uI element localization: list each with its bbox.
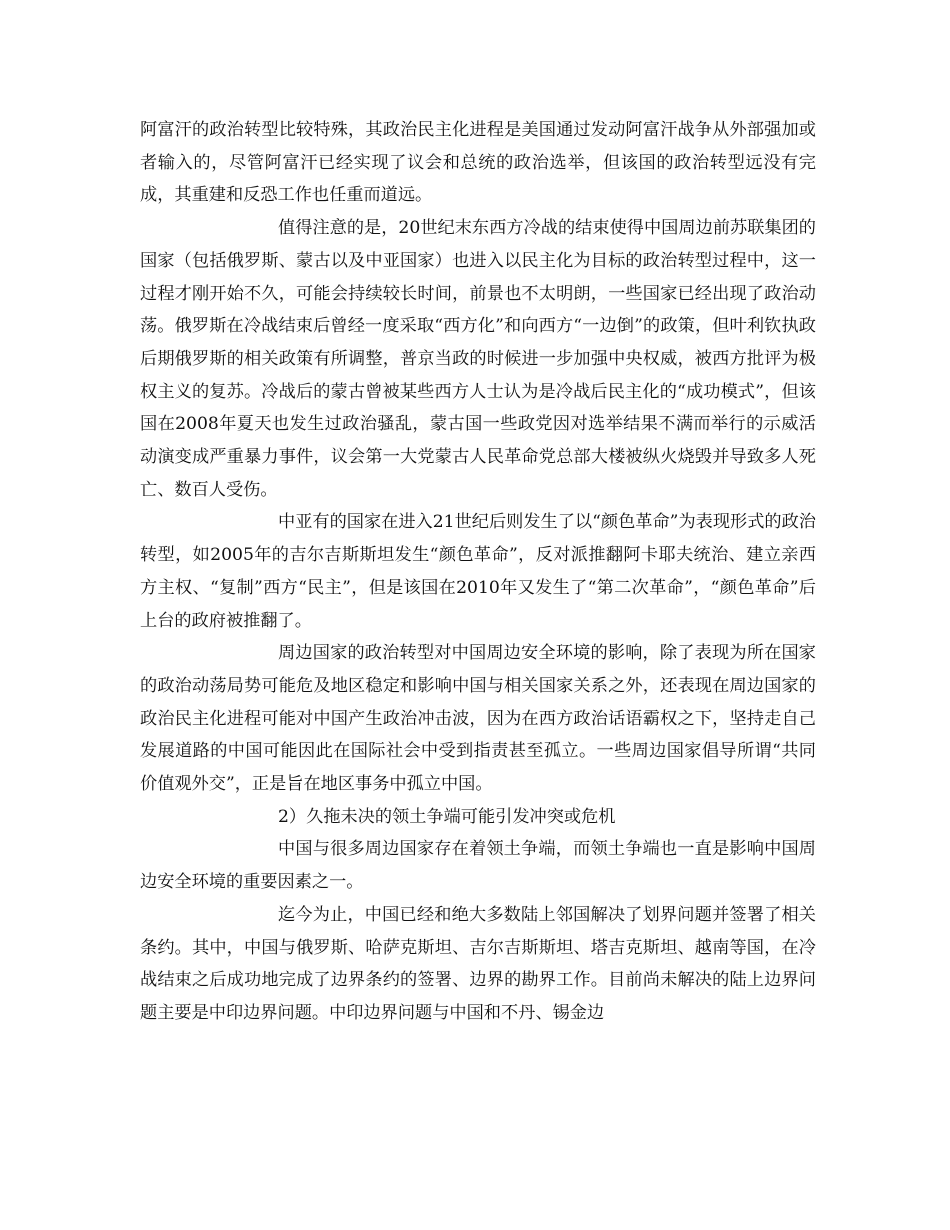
body-text bbox=[140, 114, 816, 1030]
paragraph-land-borders: 迄今为止，中国已经和绝大多数陆上邻国解决了划界问题并签署了相关条约。其中，中国与俄罗斯、哈萨克斯坦、吉尔吉斯斯坦、塔吉克斯坦、越南等国，在冷战结束之后成功地完成了边界条约的签署、边界的勘界工作。目前尚未解决的陆上边界问题主要是中印边界问题。中印边界问题与中国和不丹、锡金边 bbox=[140, 904, 816, 1023]
paragraph-central-asia: 中亚有的国家在进入21世纪后则发生了以“颜色革命”为表现形式的政治转型，如2005年的吉尔吉斯斯坦发生“颜色革命”，反对派推翻阿卡耶夫统治、建立亲西方主权、“复制”西方“民主”，但是该国在2010年又发生了“第二次革命”，“颜色革命”后上台的政府被推翻了。 bbox=[140, 512, 816, 631]
section-heading-territorial-disputes: 2）久拖未决的领土争端可能引发冲突或危机 bbox=[278, 806, 616, 827]
paragraph-afghanistan: 阿富汗的政治转型比较特殊，其政治民主化进程是美国通过发动阿富汗战争从外部强加或者输入的，尽管阿富汗已经实现了议会和总统的政治选举，但该国的政治转型远没有完成，其重建和反恐工作也任重而道远。 bbox=[140, 120, 816, 206]
paragraph-territorial-intro: 中国与很多周边国家存在着领土争端，而领土争端也一直是影响中国周边安全环境的重要因素之一。 bbox=[140, 839, 816, 893]
paragraph-political-impact: 周边国家的政治转型对中国周边安全环境的影响，除了表现为所在国家的政治动荡局势可能危及地区稳定和影响中国与相关国家关系之外，还表现在周边国家的政治民主化进程可能对中国产生政治冲击波，因为在西方政治话语霸权之下，坚持走自己发展道路的中国可能因此在国际社会中受到指责甚至孤立。一些周边国家倡导所谓“共同价值观外交”，正是旨在地区事务中孤立中国。 bbox=[140, 643, 816, 795]
paragraph-post-cold-war: 值得注意的是，20世纪末东西方冷战的结束使得中国周边前苏联集团的国家（包括俄罗斯、蒙古以及中亚国家）也进入以民主化为目标的政治转型过程中，这一过程才刚开始不久，可能会持续较长时间，前景也不太明朗，一些国家已经出现了政治动荡。俄罗斯在冷战结束后曾经一度采取“西方化”和向西方“一边倒”的政策，但叶利钦执政后期俄罗斯的相关政策有所调整，普京当政的时候进一步加强中央权威，被西方批评为极权主义的复苏。冷战后的蒙古曾被某些西方人士认为是冷战后民主化的“成功模式”，但该国在2008年夏天也发生过政治骚乱，蒙古国一些政党因对选举结果不满而举行的示威活动演变成严重暴力事件，议会第一大党蒙古人民革命党总部大楼被纵火烧毁并导致多人死亡、数百人受伤。 bbox=[140, 218, 816, 500]
